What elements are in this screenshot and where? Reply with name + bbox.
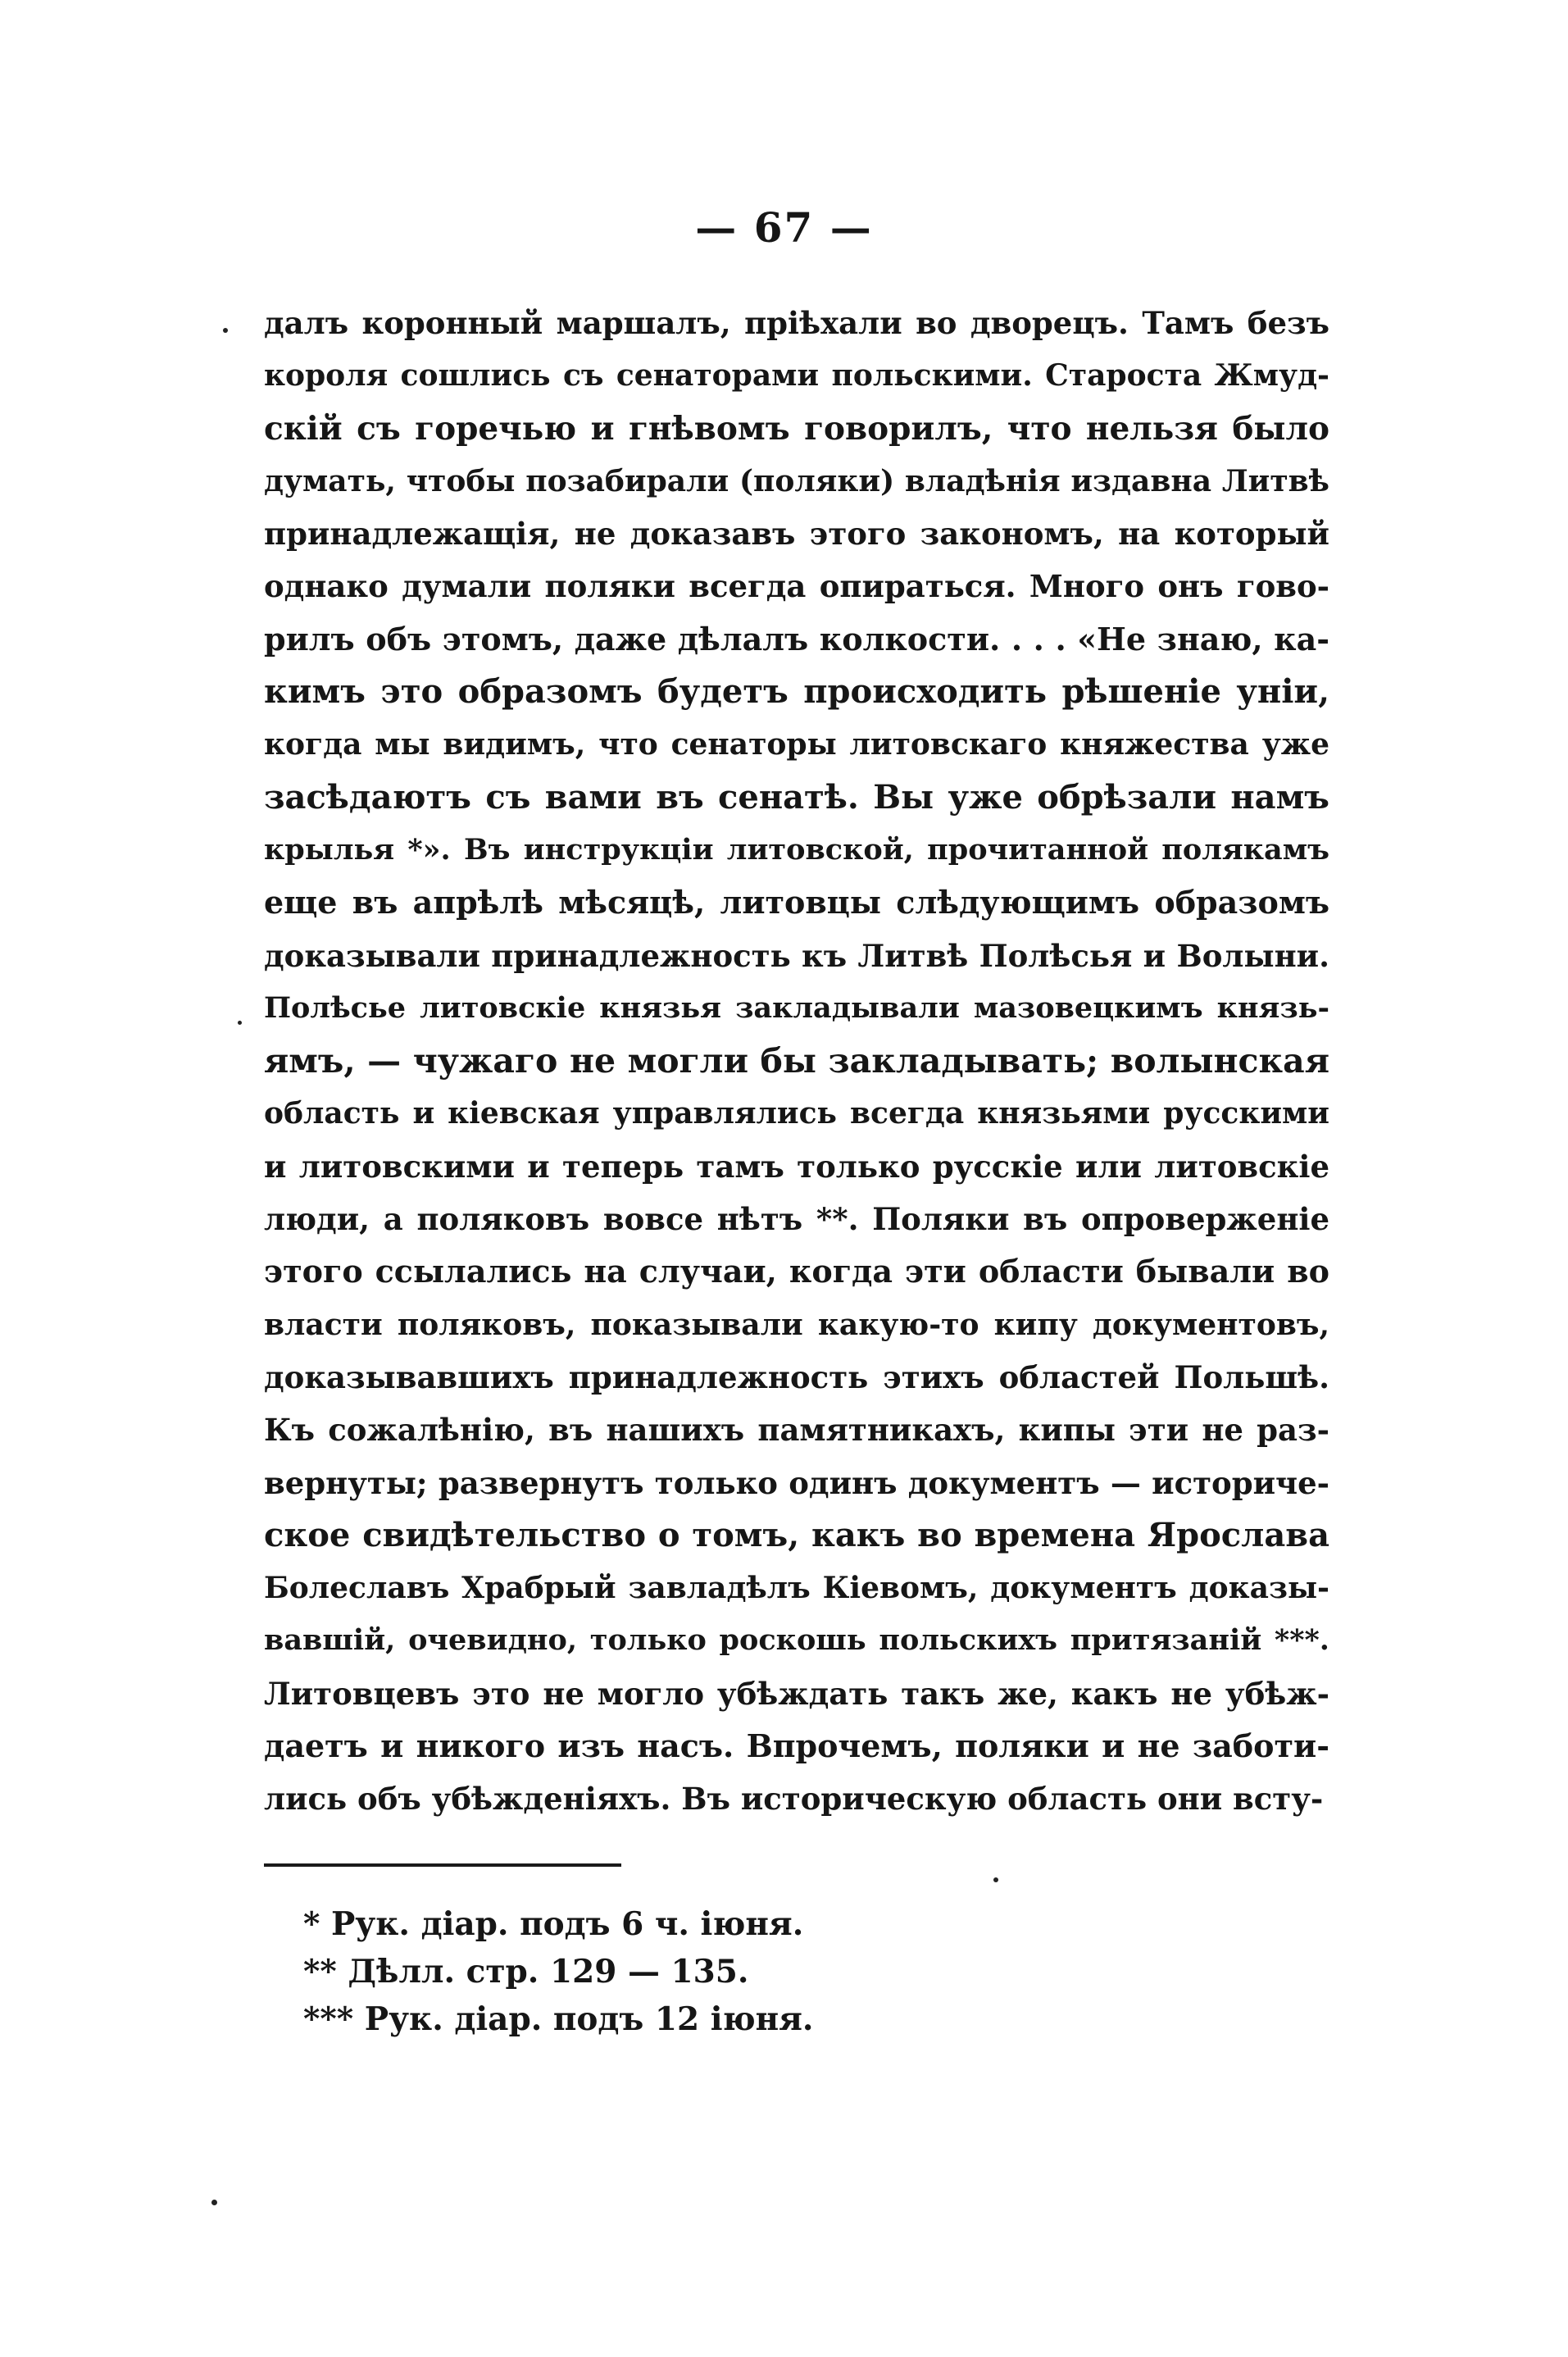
- text-line: засѣдаютъ съ вами въ сенатѣ. Вы уже обрѣзали намъ: [264, 777, 1329, 817]
- text-line: когда мы видимъ, что сенаторы литовскаго княжества уже: [264, 727, 1329, 762]
- text-line: Къ сожалѣнію, въ нашихъ памятникахъ, кипы эти не раз-: [264, 1412, 1329, 1449]
- text-line: однако думали поляки всегда опираться. Много онъ гово-: [264, 568, 1329, 605]
- footnotes: [303, 1900, 814, 2043]
- text-line: Полѣсье литовскіе князья закладывали мазовецкимъ князь-: [264, 990, 1329, 1025]
- text-line: рилъ объ этомъ, даже дѣлалъ колкости. . . . «Не знаю, ка-: [264, 620, 1329, 658]
- text-line: ямъ, — чужаго не могли бы закладывать; волынская: [264, 1041, 1329, 1081]
- ink-speck: [238, 1021, 242, 1025]
- ink-speck: [211, 2200, 217, 2205]
- text-line: лись объ убѣжденіяхъ. Въ историческую область они всту-: [264, 1781, 1324, 1818]
- text-line: даетъ и никого изъ насъ. Впрочемъ, поляки и не заботи-: [264, 1727, 1329, 1765]
- body-text: [264, 297, 1329, 1826]
- ink-speck: [223, 328, 228, 333]
- text-line: люди, а поляковъ вовсе нѣтъ **. Поляки въ опроверженіе: [264, 1201, 1329, 1238]
- text-line: вернуты; развернутъ только одинъ документъ — историче-: [264, 1464, 1329, 1501]
- text-line: этого ссылались на случаи, когда эти области бывали во: [264, 1253, 1329, 1290]
- text-line: и литовскими и теперь тамъ только русскіе или литовскіе: [264, 1148, 1329, 1185]
- text-line: еще въ апрѣлѣ мѣсяцѣ, литовцы слѣдующимъ образомъ: [264, 884, 1329, 921]
- footnote: ** Дѣлл. стр. 129 — 135.: [303, 1953, 749, 1991]
- page-number: — 67 —: [695, 203, 873, 252]
- text-line: ское свидѣтельство о томъ, какъ во времена Ярослава: [264, 1515, 1329, 1554]
- text-line: короля сошлись съ сенаторами польскими. Староста Жмуд-: [264, 358, 1329, 394]
- text-line: доказывавшихъ принадлежность этихъ областей Польшѣ.: [264, 1358, 1329, 1395]
- text-line: крылья *». Въ инструкціи литовской, прочитанной полякамъ: [264, 832, 1329, 867]
- text-line: думать, чтобы позабирали (поляки) владѣнія издавна Литвѣ: [264, 463, 1329, 498]
- footnote-divider: [264, 1863, 621, 1867]
- text-line: скій съ горечью и гнѣвомъ говорилъ, что нельзя было: [264, 409, 1329, 448]
- text-line: далъ коронный маршалъ, пріѣхали во дворецъ. Тамъ безъ: [264, 305, 1329, 341]
- text-line: кимъ это образомъ будетъ происходить рѣшеніе уніи,: [264, 672, 1329, 712]
- text-line: Литовцевъ это не могло убѣждать такъ же, какъ не убѣж-: [264, 1675, 1329, 1712]
- footnote: *** Рук. діар. подъ 12 іюня.: [303, 2000, 814, 2038]
- text-line: доказывали принадлежность къ Литвѣ Полѣсья и Волыни.: [264, 937, 1329, 974]
- text-line: область и кіевская управлялись всегда князьями русскими: [264, 1096, 1329, 1131]
- footnote: * Рук. діар. подъ 6 ч. іюня.: [303, 1905, 804, 1943]
- text-line: власти поляковъ, показывали какую-то кипу документовъ,: [264, 1307, 1329, 1342]
- ink-speck: [993, 1877, 998, 1882]
- text-line: вавшій, очевидно, только роскошь польскихъ притязаній ***.: [264, 1623, 1329, 1658]
- text-line: Болеславъ Храбрый завладѣлъ Кіевомъ, документъ доказы-: [264, 1571, 1329, 1606]
- text-line: принадлежащія, не доказавъ этого закономъ, на который: [264, 516, 1329, 553]
